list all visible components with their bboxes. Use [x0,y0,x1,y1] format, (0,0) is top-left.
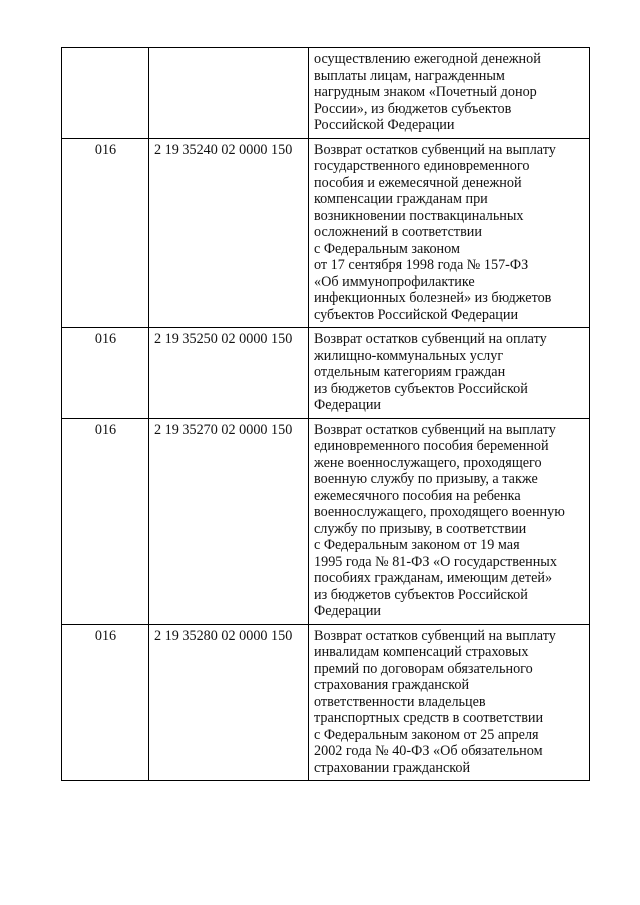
name-text-line: выплаты лицам, награжденным [314,67,505,84]
admin-code-cell [62,48,149,139]
name-text-line: «Об иммунопрофилактике [314,273,475,290]
name-text-line: Возврат остатков субвенций на выплату [314,421,556,438]
name-text-line: Российской Федерации [314,117,455,133]
name-text-line: единовременного пособия беременной [314,438,549,454]
table-body [62,48,590,781]
name-text-line: России», из бюджетов субъектов [314,100,512,117]
table-row [62,418,590,624]
name-text-line: Федерации [314,603,382,619]
income-name-cell [309,418,590,624]
name-text-line: возникновении поствакцинальных [314,207,524,224]
name-text-line: военную службу по призыву, а также [314,471,538,487]
name-text-line: компенсации гражданам при [314,191,488,207]
name-text-line: с Федеральным законом от 25 апреля [314,726,539,743]
income-name-cell [309,48,590,139]
table-row [62,48,590,139]
name-text-line: Федерации [314,397,382,413]
name-text-line: транспортных средств в соответствии [314,710,544,726]
admin-code-cell: 016 [62,418,149,624]
name-text-line: страхования гражданской [314,677,470,693]
name-text-line: инфекционных болезней» из бюджетов [314,290,552,306]
name-text-line: ответственности владельцев [314,693,486,710]
name-text-line: с Федеральным законом от 19 мая [314,537,520,553]
income-name-cell [309,138,590,328]
name-text-line: 2002 года № 40-ФЗ «Об обязательном [314,743,543,759]
name-text-line: субъектов Российской Федерации [314,306,519,323]
budget-code-cell: 2 19 35250 02 0000 150 [149,328,309,419]
name-text-line: из бюджетов субъектов Российской [314,380,528,397]
name-text-line: жене военнослужащего, проходящего [314,454,542,471]
budget-code-cell: 2 19 35280 02 0000 150 [149,624,309,781]
name-text-line: ежемесячного пособия на ребенка [314,487,521,504]
name-text-line: от 17 сентября 1998 года № 157-ФЗ [314,257,529,273]
table-row [62,328,590,419]
name-text-line: отдельным категориям граждан [314,364,506,380]
name-text-line: премий по договорам обязательного [314,660,533,677]
name-text-line: страховании гражданской [314,759,471,776]
name-text-line: Возврат остатков субвенций на выплату [314,627,556,644]
income-name-cell [309,328,590,419]
name-text-line: пособия и ежемесячной денежной [314,174,522,191]
name-text-line: военнослужащего, проходящего военную [314,504,565,520]
name-text-line: из бюджетов субъектов Российской [314,586,528,603]
name-text-line: осуществлению ежегодной денежной [314,51,541,67]
budget-classification-table [61,47,590,781]
table-row [62,624,590,781]
name-text-line: с Федеральным законом [314,240,460,257]
budget-code-cell: 2 19 35270 02 0000 150 [149,418,309,624]
budget-code-cell: 2 19 35240 02 0000 150 [149,138,309,328]
name-text-line: 1995 года № 81-ФЗ «О государственных [314,553,557,570]
name-text-line: государственного единовременного [314,158,530,174]
name-text-line: пособиях гражданам, имеющим детей» [314,570,553,586]
income-name-cell [309,624,590,781]
name-text-line: жилищно-коммунальных услуг [314,347,504,364]
table-row [62,138,590,328]
admin-code-cell: 016 [62,138,149,328]
name-text-line: Возврат остатков субвенций на выплату [314,141,556,158]
name-text-line: инвалидам компенсаций страховых [314,644,529,660]
name-text-line: осложнений в соответствии [314,224,482,240]
name-text-line: нагрудным знаком «Почетный донор [314,84,537,100]
admin-code-cell: 016 [62,624,149,781]
name-text-line: Возврат остатков субвенций на оплату [314,331,547,347]
name-text-line: службу по призыву, в соответствии [314,520,527,537]
admin-code-cell: 016 [62,328,149,419]
budget-code-cell [149,48,309,139]
